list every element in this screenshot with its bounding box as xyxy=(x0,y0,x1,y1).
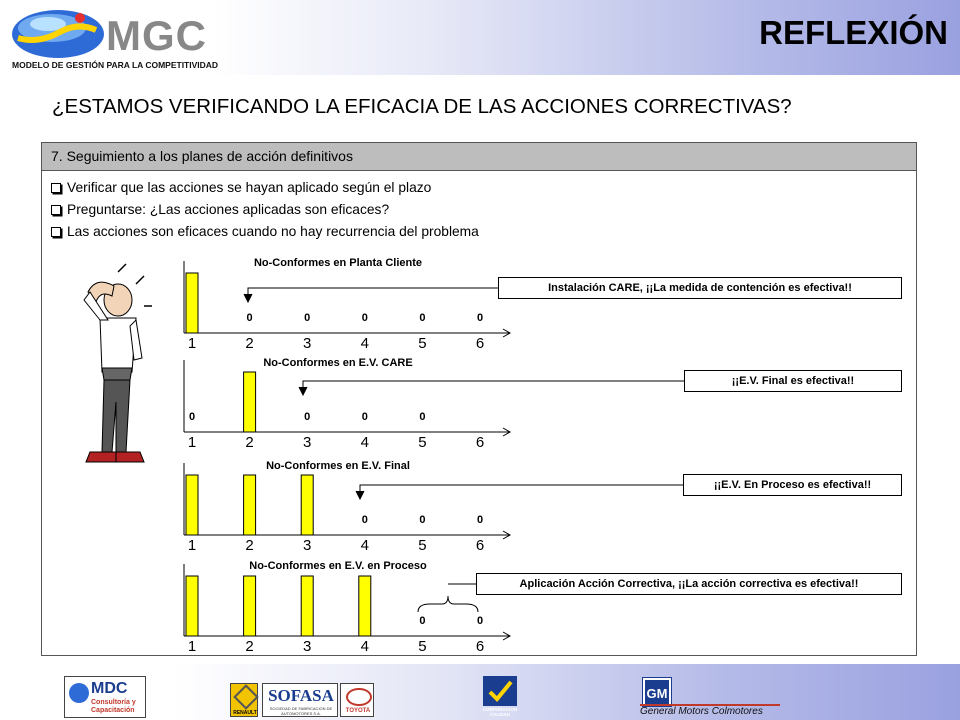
chart-title: No-Conformes en E.V. CARE xyxy=(263,357,413,369)
list-item: Preguntarse: ¿Las acciones aplicadas son eficaces? xyxy=(51,199,479,221)
chart-bar xyxy=(186,475,198,535)
tick-label: 2 xyxy=(245,335,254,352)
annotation-box: Instalación CARE, ¡¡La medida de contención es efectiva!! xyxy=(498,277,902,299)
tick-label: 4 xyxy=(360,537,369,554)
arrow-down-icon xyxy=(356,491,364,499)
chart-bar xyxy=(244,475,256,535)
tick-label: 6 xyxy=(475,537,485,554)
tick-label: 3 xyxy=(303,537,312,554)
tick-label: 3 xyxy=(303,335,312,352)
chart-bar xyxy=(186,576,198,636)
chart-bar xyxy=(301,576,313,636)
page-title: REFLEXIÓN xyxy=(759,14,948,51)
chart-bar xyxy=(359,576,371,636)
tick-label: 4 xyxy=(360,638,369,655)
annotation-connector xyxy=(248,288,498,300)
data-label: 0 xyxy=(419,514,426,526)
data-label: 0 xyxy=(246,312,253,324)
arrow-down-icon xyxy=(244,294,252,302)
globe-icon xyxy=(69,683,89,703)
calidad-check-icon xyxy=(483,676,517,706)
renault-diamond-icon xyxy=(233,684,258,709)
tick-label: 2 xyxy=(245,537,254,554)
data-label: 0 xyxy=(419,312,426,324)
arrow-down-icon xyxy=(299,387,307,395)
data-label: 0 xyxy=(476,514,484,526)
tick-label: 3 xyxy=(303,434,312,451)
toyota-logo: TOYOTA xyxy=(340,683,374,717)
annotation-connector xyxy=(303,381,684,393)
annotation-connector xyxy=(360,485,683,497)
data-label: 0 xyxy=(419,615,426,627)
tick-label: 5 xyxy=(418,537,427,554)
panel-heading: 7. Seguimiento a los planes de acción definitivos xyxy=(42,143,916,171)
annotation-box: ¡¡E.V. En Proceso es efectiva!! xyxy=(683,474,902,496)
tick-label: 1 xyxy=(187,434,197,451)
tick-label: 6 xyxy=(475,638,485,655)
data-label: 0 xyxy=(361,514,368,526)
data-label: 0 xyxy=(419,411,426,423)
renault-logo: RENAULT xyxy=(230,683,258,717)
list-item: Las acciones son eficaces cuando no hay recurrencia del problema xyxy=(51,221,479,243)
data-label: 0 xyxy=(361,411,368,423)
chart-title: No-Conformes en E.V. Final xyxy=(266,460,410,472)
annotation-box: ¡¡E.V. Final es efectiva!! xyxy=(684,370,902,392)
data-label: 0 xyxy=(476,312,484,324)
tick-label: 1 xyxy=(187,638,197,655)
tick-label: 5 xyxy=(418,434,427,451)
mdc-logo: MDC Consultoría y Capacitación xyxy=(64,676,146,718)
gm-name: General Motors Colmotores xyxy=(640,704,780,718)
tick-label: 4 xyxy=(360,434,369,451)
chart-bar xyxy=(301,475,313,535)
corporacion-calidad-logo: CORPORACION CALIDAD xyxy=(481,676,519,718)
tick-label: 3 xyxy=(303,638,312,655)
list-item: Verificar que las acciones se hayan aplicado según el plazo xyxy=(51,177,479,199)
tick-label: 5 xyxy=(418,335,427,352)
chart-title: No-Conformes en E.V. en Proceso xyxy=(249,560,427,572)
logo-subtitle: MODELO DE GESTIÓN PARA LA COMPETITIVIDAD xyxy=(12,60,219,70)
logo-text: MGC xyxy=(106,12,207,59)
data-label: 0 xyxy=(304,312,311,324)
toyota-emblem-icon xyxy=(346,688,372,706)
chart-bar xyxy=(186,273,198,333)
gm-badge: GM xyxy=(643,678,671,706)
tick-label: 6 xyxy=(475,434,485,451)
sofasa-logo: SOFASA SOCIEDAD DE FABRICACION DE AUTOMOTORES S.A. xyxy=(262,683,338,717)
tick-label: 5 xyxy=(418,638,427,655)
chart-bar xyxy=(244,372,256,432)
tick-label: 4 xyxy=(360,335,369,352)
tick-label: 2 xyxy=(245,638,254,655)
annotation-box: Aplicación Acción Correctiva, ¡¡La acción correctiva es efectiva!! xyxy=(476,573,902,595)
tick-label: 1 xyxy=(187,537,197,554)
data-label: 0 xyxy=(304,411,311,423)
data-label: 0 xyxy=(476,615,484,627)
chart-title: No-Conformes en Planta Cliente xyxy=(253,257,423,269)
data-label: 0 xyxy=(361,312,368,324)
question-heading: ¿ESTAMOS VERIFICANDO LA EFICACIA DE LAS ACCIONES CORRECTIVAS? xyxy=(52,95,792,118)
data-label: 0 xyxy=(188,411,196,423)
tick-label: 6 xyxy=(475,335,485,352)
chart-bar xyxy=(244,576,256,636)
tick-label: 1 xyxy=(187,335,197,352)
tick-label: 2 xyxy=(245,434,254,451)
brace-icon xyxy=(418,596,478,612)
